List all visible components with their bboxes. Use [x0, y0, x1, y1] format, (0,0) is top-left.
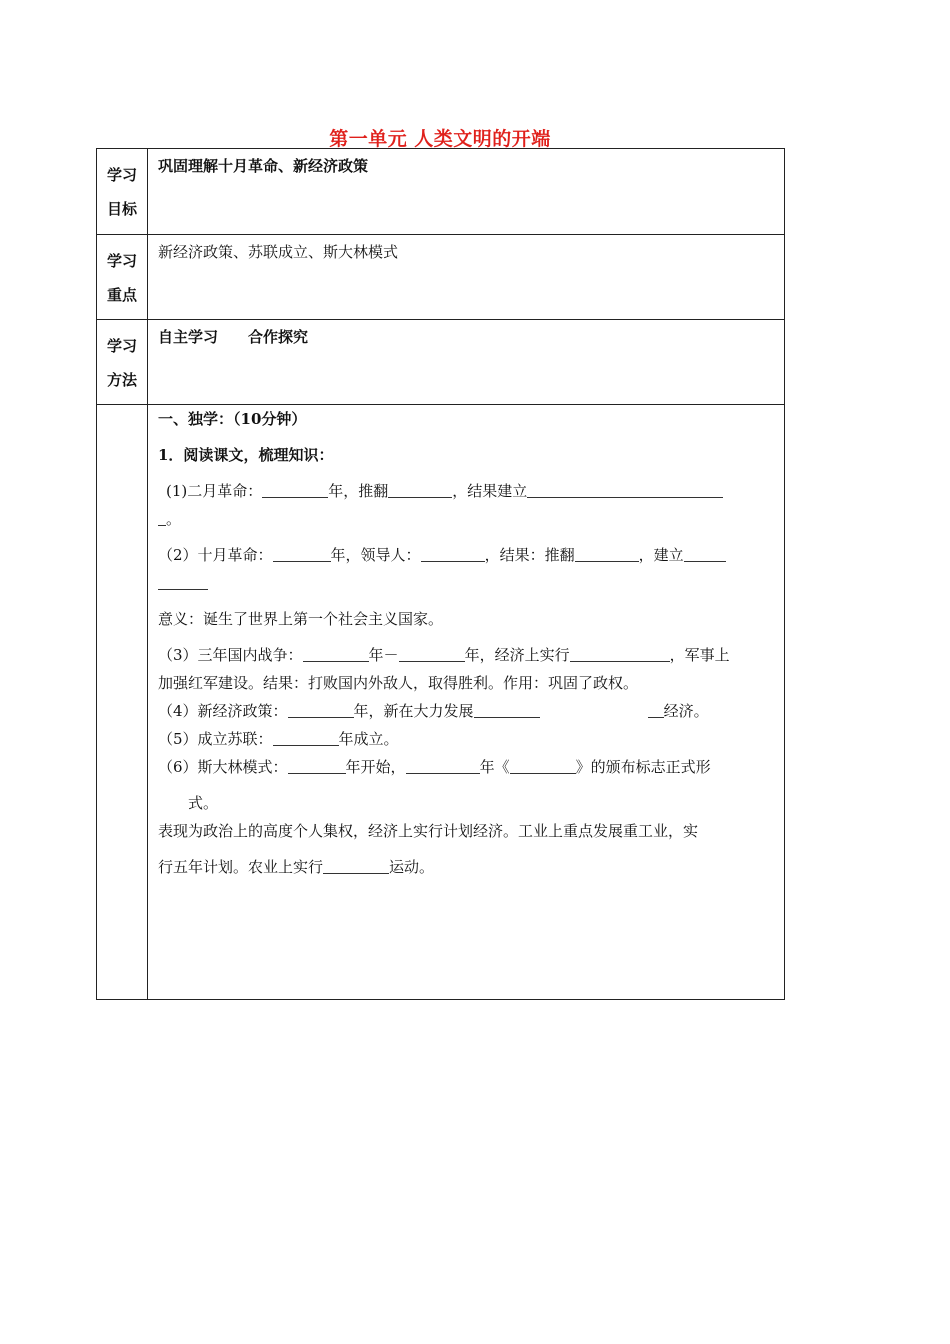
fill-blank[interactable] — [303, 645, 369, 662]
fill-blank[interactable] — [388, 481, 452, 498]
item-civil-war-cont: 加强红军建设。结果：打败国内外敌人，取得胜利。作用：巩固了政权。 — [158, 674, 639, 692]
row-label — [97, 235, 148, 320]
item-stalin-model-cont: 式。 — [188, 794, 219, 812]
fill-blank[interactable] — [527, 481, 723, 498]
fill-blank[interactable] — [273, 545, 331, 562]
study-plan-table — [96, 148, 785, 1000]
item-february-revolution-cont: 。 — [158, 507, 784, 531]
row-label — [97, 149, 148, 235]
item-civil-war: （3）三年国内战争： 年－ 年，经济上实行 ，军事上 — [158, 646, 730, 664]
table-row-content — [97, 405, 785, 1000]
empty-label-cell — [97, 405, 148, 1000]
fill-blank[interactable] — [158, 573, 208, 590]
item-stalin-model: （6）斯大林模式： 年开始， 年《 》的颁布标志正式形 — [158, 758, 711, 776]
fill-blank[interactable] — [399, 645, 465, 662]
fill-blank[interactable] — [262, 481, 328, 498]
item-ussr-founding: （5）成立苏联： 年成立。 — [158, 730, 399, 748]
item-stalin-features-cont: 行五年计划。农业上实行 运动。 — [158, 858, 435, 876]
table-row-focus — [97, 235, 785, 320]
fill-blank[interactable] — [406, 757, 480, 774]
fill-blank[interactable] — [421, 545, 485, 562]
fill-blank[interactable] — [575, 545, 639, 562]
row-label — [97, 320, 148, 405]
table-row-method — [97, 320, 785, 405]
item-stalin-features: 表现为政治上的高度个人集权，经济上实行计划经济。工业上重点发展重工业，实 — [158, 822, 699, 840]
content-cell — [148, 405, 785, 1000]
table-row-goal — [97, 149, 785, 235]
fill-blank[interactable] — [474, 701, 540, 718]
method-value: 自主学习 合作探究 — [148, 320, 785, 405]
section-subheading: 1．阅读课文，梳理知识： — [158, 446, 334, 464]
fill-blank[interactable] — [158, 509, 166, 526]
item-significance: 意义：诞生了世界上第一个社会主义国家。 — [158, 610, 444, 628]
section-heading: 一、独学：（10分钟） — [158, 410, 307, 428]
fill-blank[interactable] — [288, 701, 354, 718]
label-line-1: 学习 — [106, 252, 137, 270]
label-line-2: 方法 — [106, 371, 137, 389]
label-line-1: 学习 — [106, 337, 137, 355]
fill-blank[interactable] — [323, 857, 389, 874]
fill-blank[interactable] — [510, 757, 576, 774]
fill-blank[interactable] — [684, 545, 726, 562]
fill-blank[interactable] — [288, 757, 346, 774]
item-october-revolution-cont — [158, 571, 784, 595]
focus-value: 新经济政策、苏联成立、斯大林模式 — [148, 235, 785, 320]
goal-value: 巩固理解十月革命、新经济政策 — [148, 149, 785, 235]
item-october-revolution: （2）十月革命： 年，领导人： ，结果：推翻 ，建立 — [158, 543, 784, 567]
item-february-revolution: (1)二月革命： 年，推翻 ，结果建立 — [158, 479, 784, 503]
fill-blank[interactable] — [570, 645, 670, 662]
page-title: 第一单元 人类文明的开端 — [329, 128, 551, 150]
label-line-2: 目标 — [106, 200, 137, 218]
label-line-1: 学习 — [106, 166, 137, 184]
label-line-2: 重点 — [106, 286, 137, 304]
fill-blank[interactable] — [273, 729, 339, 746]
fill-blank[interactable] — [648, 701, 664, 718]
item-new-economic-policy: （4）新经济政策： 年，新在大力发展 经济。 — [158, 702, 709, 720]
